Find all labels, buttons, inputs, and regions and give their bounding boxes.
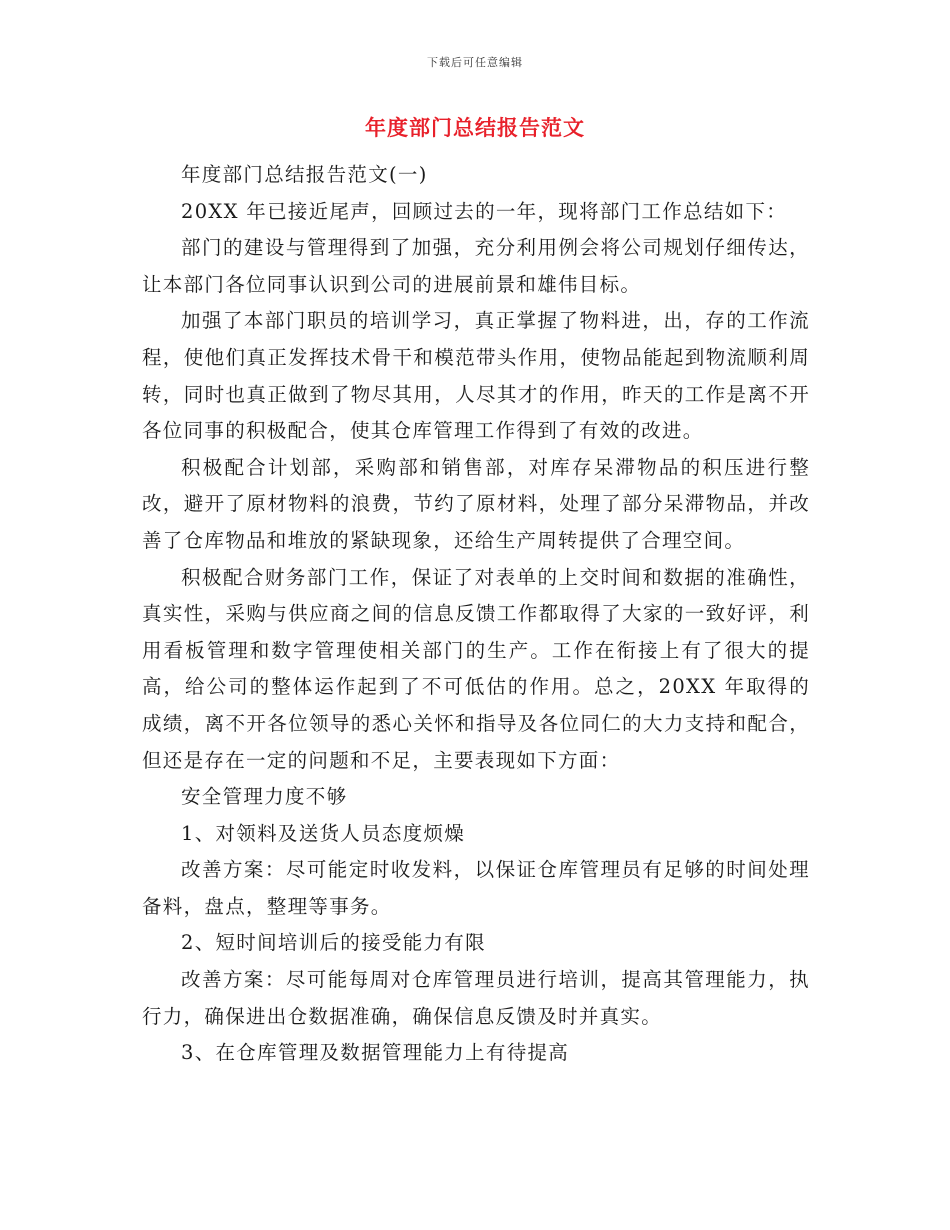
paragraph-subtitle: 年度部门总结报告范文(一) [181,163,428,186]
paragraph: 改善方案：尽可能定时收发料，以保证仓库管理员有足够的时间处理备料，盘点，整理等事务。 [142,858,810,918]
list-item: 1、对领料及送货人员态度烦燥 [181,821,466,845]
section-heading: 安全管理力度不够 [181,785,348,809]
list-item: 2、短时间培训后的接受能力有限 [181,931,486,955]
paragraph: 部门的建设与管理得到了加强，充分利用例会将公司规划仔细传达，让本部门各位同事认识到公司的进展前景和雄伟目标。 [142,236,810,296]
paragraph-intro: 20XX 年已接近尾声，回顾过去的一年，现将部门工作总结如下： [181,199,788,223]
paragraph: 改善方案：尽可能每周对仓库管理员进行培训，提高其管理能力，执行力，确保进出仓数据准确，确保信息反馈及时并真实。 [142,968,810,1028]
header-note: 下载后可任意编辑 [427,56,523,69]
document-title: 年度部门总结报告范文 [365,115,585,140]
paragraph: 加强了本部门职员的培训学习，真正掌握了物料进，出，存的工作流程，使他们真正发挥技术骨干和模范带头作用，使物品能起到物流顺利周转，同时也真正做到了物尽其用，人尽其才的作用，昨天的工作是离不开各位同事的积极配合，使其仓库管理工作得到了有效的改进。 [142,309,810,443]
list-item: 3、在仓库管理及数据管理能力上有待提高 [181,1041,570,1065]
paragraph: 积极配合计划部，采购部和销售部，对库存呆滞物品的积压进行整改，避开了原材物料的浪费，节约了原材料，处理了部分呆滞物品，并改善了仓库物品和堆放的紧缺现象，还给生产周转提供了合理空间。 [142,455,810,552]
paragraph: 积极配合财务部门工作，保证了对表单的上交时间和数据的准确性，真实性，采购与供应商之间的信息反馈工作都取得了大家的一致好评，利用看板管理和数字管理使相关部门的生产。工作在衔接上有了很大的提高，给公司的整体运作起到了不可低估的作用。总之，20XX 年取得的成绩，离不开各位领导的悉心关怀和指导及各位同仁的大力支持和配合，但还是存在一定的问题和不足，主要表现如下方面： [142,565,810,772]
document-body [142,157,810,1072]
